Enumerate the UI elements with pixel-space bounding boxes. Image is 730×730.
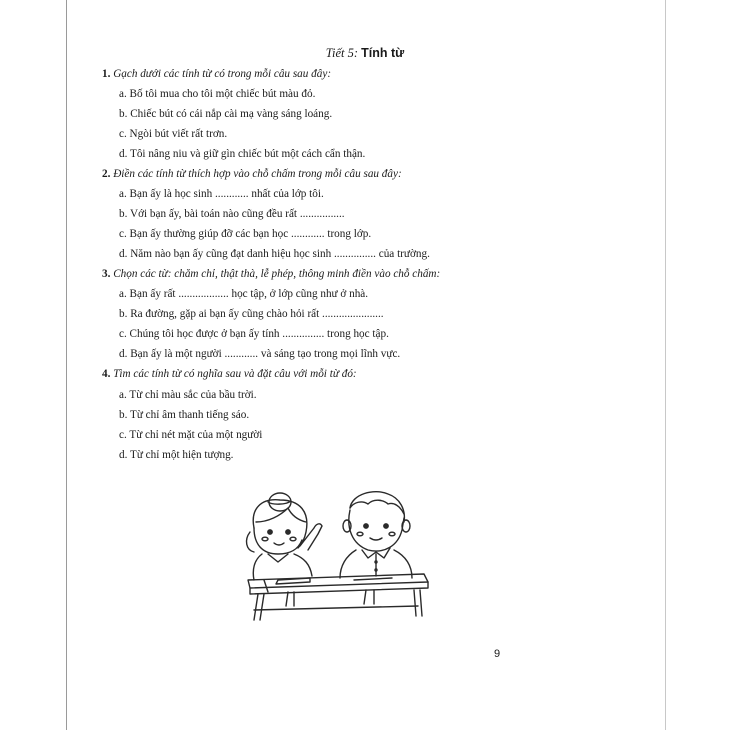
question-2	[102, 168, 402, 180]
question-1	[102, 68, 331, 80]
page-number: 9	[494, 648, 501, 660]
question-number: 4.	[102, 368, 111, 380]
list-item: a. Bạn ấy là học sinh ............ nhất của lớp tôi.	[119, 188, 324, 200]
lesson-topic: Tính từ	[361, 46, 405, 60]
children-at-desk-illustration	[228, 488, 446, 624]
list-item: c. Từ chỉ nét mặt của một người	[119, 429, 263, 441]
list-item: d. Bạn ấy là một người ............ và sáng tạo trong mọi lĩnh vực.	[119, 348, 401, 360]
question-number: 1.	[102, 68, 111, 80]
page-title	[0, 46, 730, 61]
list-item: a. Bố tôi mua cho tôi một chiếc bút màu đỏ.	[119, 88, 316, 100]
question-text: Chọn các từ: chăm chỉ, thật thà, lễ phép, thông minh điền vào chỗ chấm:	[113, 268, 441, 280]
list-item: d. Năm nào bạn ấy cũng đạt danh hiệu học sinh ............... của trường.	[119, 248, 430, 260]
question-text: Tìm các tính từ có nghĩa sau và đặt câu với mỗi từ đó:	[113, 368, 357, 380]
question-text: Điền các tính từ thích hợp vào chỗ chấm trong mỗi câu sau đây:	[113, 168, 402, 180]
girl-figure	[247, 493, 322, 592]
question-number: 3.	[102, 268, 111, 280]
question-number: 2.	[102, 168, 111, 180]
list-item: c. Ngòi bút viết rất trơn.	[119, 128, 228, 140]
list-item: b. Từ chỉ âm thanh tiếng sáo.	[119, 409, 250, 421]
list-item: c. Chúng tôi học được ở bạn ấy tính ............... trong học tập.	[119, 328, 389, 340]
list-item: c. Bạn ấy thường giúp đỡ các bạn học ............ trong lớp.	[119, 228, 372, 240]
list-item: d. Tôi nâng niu và giữ gìn chiếc bút một cách cẩn thận.	[119, 148, 366, 160]
list-item: b. Chiếc bút có cái nắp cài mạ vàng sáng loáng.	[119, 108, 333, 120]
list-item: d. Từ chỉ một hiện tượng.	[119, 449, 234, 461]
boy-figure	[340, 492, 412, 578]
question-3	[102, 268, 440, 280]
list-item: a. Bạn ấy rất .................. học tập, ở lớp cũng như ở nhà.	[119, 288, 369, 300]
question-text: Gạch dưới các tính từ có trong mỗi câu sau đây:	[113, 68, 332, 80]
question-4	[102, 368, 357, 380]
school-desk	[248, 574, 428, 620]
lesson-label: Tiết 5:	[325, 46, 359, 60]
list-item: b. Với bạn ấy, bài toán nào cũng đều rất ................	[119, 208, 345, 220]
list-item: a. Từ chỉ màu sắc của bầu trời.	[119, 389, 257, 401]
list-item: b. Ra đường, gặp ai bạn ấy cũng chào hỏi rất ......................	[119, 308, 384, 320]
